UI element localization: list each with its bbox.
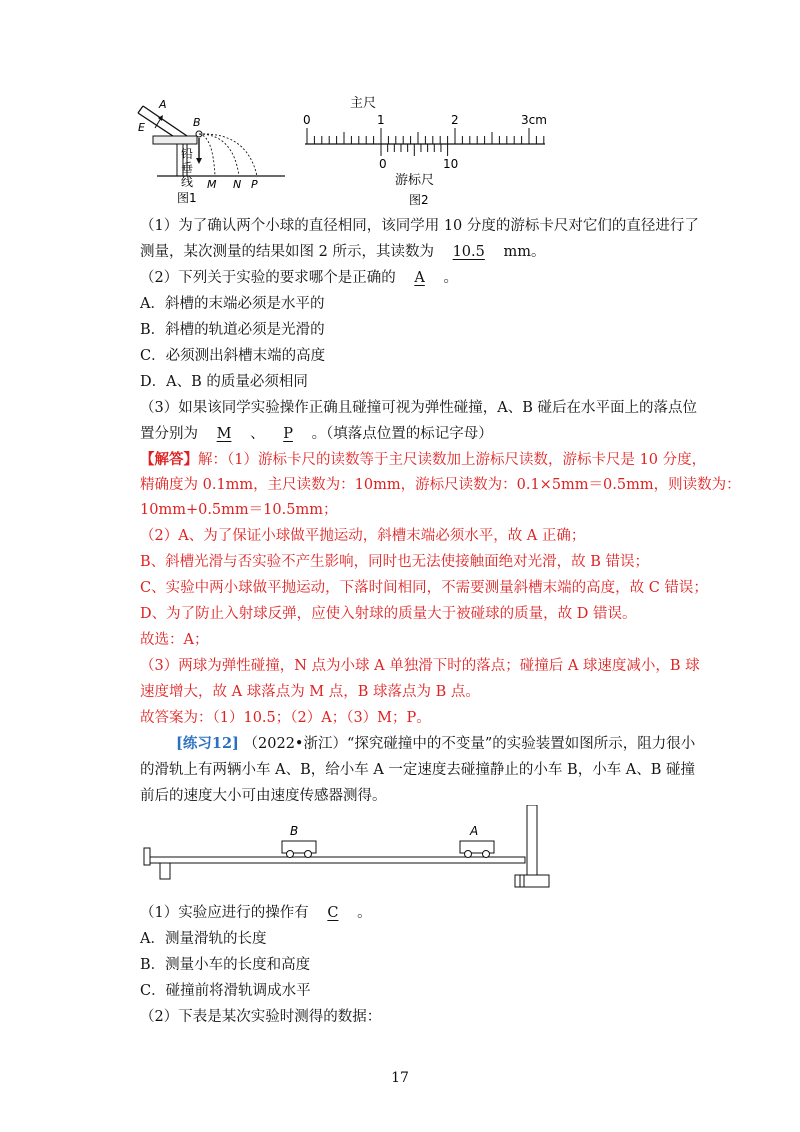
main-tick-1: 1 [377,113,385,127]
main-tick-0: 0 [303,113,311,127]
exercise12-line3: 前后的速度大小可由速度传感器测得。 [140,788,387,804]
label-P: P [251,178,258,191]
q2-text: （2）下列关于实验的要求哪个是正确的 [140,270,396,286]
q2-option-b: B．斜槽的轨道必须是光滑的 [140,322,325,338]
exercise12-rail-figure [140,805,560,895]
solution-line4: （2）A、为了保证小球做平抛运动，斜槽末端必须水平，故 A 正确； [140,528,586,544]
q2-stem [140,268,458,288]
q3-sep: 、 [250,426,265,442]
page-number: 17 [391,1070,409,1086]
exercise12-option-a: A．测量滑轨的长度 [140,931,267,947]
q2-option-c: C．必须测出斜槽末端的高度 [140,348,326,364]
solution-line10: 速度增大，故 A 球落点为 M 点，B 球落点为 B 点。 [140,684,480,700]
exercise12-q1 [140,903,372,923]
main-tick-3: 3cm [521,113,547,127]
exercise12-line1 [176,734,695,754]
label-M: M [207,178,217,191]
cart-a-label: A [470,824,479,838]
solution-line1 [140,450,706,470]
main-tick-2: 2 [451,113,459,127]
solution-line3: 10mm+0.5mm＝10.5mm； [140,502,338,518]
q1-text: 测量，某次测量的结果如图 2 所示，其读数为 [140,244,434,260]
cart-b-label: B [290,824,299,838]
q3-answer1: M [216,426,232,442]
exercise12-q1-text: （1）实验应进行的操作有 [140,905,309,921]
exercise12-line2: 的滑轨上有两辆小车 A、B，给小车 A 一定速度去碰撞静止的小车 B，小车 A、B 碰撞 [140,762,696,778]
label-A: A [159,98,167,111]
q2-option-d: D．A、B 的质量必须相同 [140,374,308,390]
exercise12-q2: （2）下表是某次实验时测得的数据： [140,1009,382,1025]
q2-answer: A [414,270,425,286]
q3-line2 [140,424,493,444]
q1-unit: mm。 [503,244,546,260]
q3-text: 置分别为 [140,426,198,442]
exercise-tag: [练习12] [176,735,239,752]
figure1-caption: 图1 [177,191,197,205]
solution-line8: 故选：A； [140,632,209,648]
figure2-caption: 图2 [409,193,429,207]
solution-line11: 故答案为：（1）10.5；（2）A；（3）M；P。 [140,710,431,726]
exercise12-text1: （2022•浙江）“探究碰撞中的不变量”的实验装置如图所示，阻力很小 [243,736,696,752]
solution-line2: 精确度为 0.1mm，主尺读数为：10mm，游标尺读数为：0.1×5mm＝0.5mm，则读数为： [140,477,741,493]
exercise12-q1-answer: C [327,905,339,921]
q2-end: 。 [443,270,458,286]
main-scale-label: 主尺 [350,96,377,111]
q3-hint: 。（填落点位置的标记字母） [311,426,493,442]
plumb-label-3: 线 [181,175,194,189]
solution-tag: 【解答】 [140,451,198,468]
label-E: E [138,121,145,134]
solution-line6: C、实验中两小球做平抛运动，下落时间相同，不需要测量斜槽末端的高度，故 C 错误； [140,580,708,596]
q1-line2 [140,242,545,262]
label-N: N [233,178,242,191]
vernier-tick-10: 10 [443,157,459,171]
exercise12-option-b: B．测量小车的长度和高度 [140,957,311,973]
vernier-scale-label: 游标尺 [395,173,435,188]
solution-line5: B、斜槽光滑与否实验不产生影响，同时也无法使接触面绝对光滑，故 B 错误； [140,554,650,570]
q1-answer: 10.5 [452,244,485,260]
figure1-diagram [135,98,285,208]
label-B: B [193,116,201,129]
plumb-label-1: 铅 [181,147,194,161]
q3-answer2: P [283,426,293,442]
exercise12-option-c: C．碰撞前将滑轨调成水平 [140,983,311,999]
solution-line9: （3）两球为弹性碰撞，N 点为小球 A 单独滑下时的落点；碰撞后 A 球速度减小，B 球 [140,658,700,674]
q2-option-a: A．斜槽的末端必须是水平的 [140,296,325,312]
q3-line1: （3）如果该同学实验操作正确且碰撞可视为弹性碰撞，A、B 碰后在水平面上的落点位 [140,400,697,416]
vernier-tick-0: 0 [379,157,387,171]
q1-line1: （1）为了确认两个小球的直径相同，该同学用 10 分度的游标卡尺对它们的直径进行了 [140,218,699,234]
solution-line7: D、为了防止入射球反弹，应使入射球的质量大于被碰球的质量，故 D 错误。 [140,606,637,622]
plumb-label-2: 垂 [181,161,194,175]
figure2-vernier [295,92,565,210]
solution-text1: 解：（1）游标卡尺的读数等于主尺读数加上游标尺读数，游标卡尺是 10 分度， [198,452,707,468]
exercise12-q1-end: 。 [357,905,372,921]
